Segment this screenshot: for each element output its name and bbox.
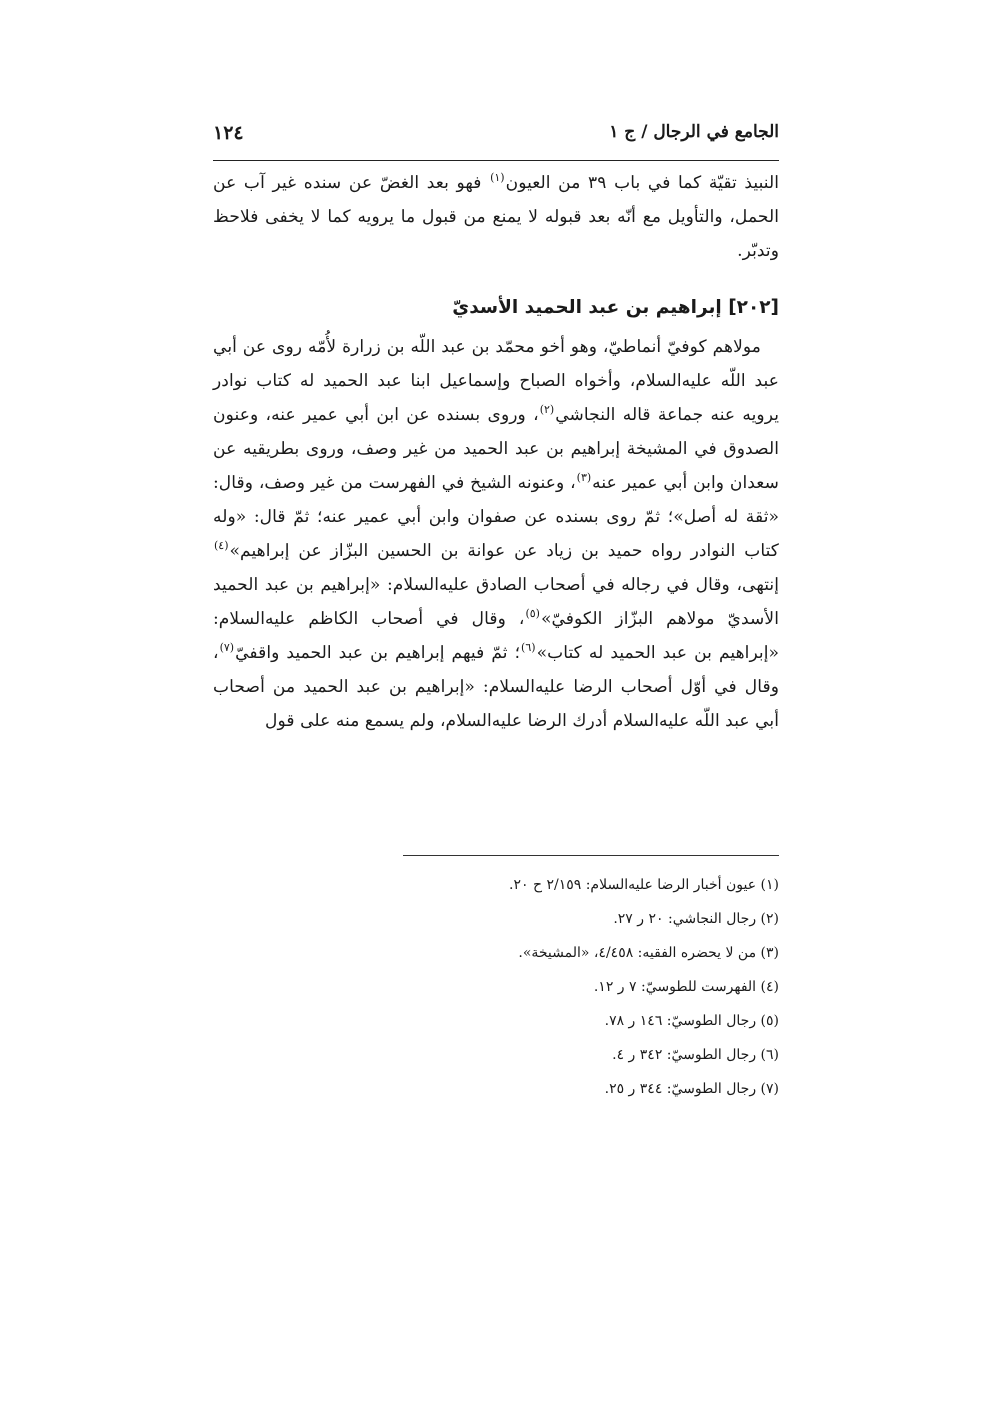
entry-text-3: ، وعنونه الشيخ في الفهرست من غير وصف، وقال: «ثقة له أصل»؛ ثمّ روى بسنده عن صفوان وابن أبي عمير عنه؛ ثمّ قال: «وله كتاب النوادر رواه حميد بن زياد عن عوانة بن الحسين البزّاز عن إبراهيم» [213,473,779,561]
footnote-ref-4[interactable]: (٤) [214,539,229,553]
entry-text-6: ؛ ثمّ فيهم إبراهيم بن عبد الحميد واقفيّ [235,643,521,663]
continuation-text-rest: فهو بعد الغضّ عن سنده غير آب عن الحمل، والتأويل مع أنّه بعد قبوله لا يمنع من قبول ما يرويه كما لا يخفى فلاحظ وتدبّر. [213,173,779,261]
entry-text-2: ، وروى بسنده عن ابن أبي عمير عنه، وعنون الصدوق في المشيخة إبراهيم بن عبد الحميد من غير وصف، وروى بطريقيه عن سعدان وابن أبي عمير عنه [213,405,779,493]
page-number: ١٢٤ [213,122,244,144]
entry-heading: [٢٠٢] إبراهيم بن عبد الحميد الأسديّ [452,297,779,318]
main-text [213,166,779,738]
footnote-ref-6[interactable]: (٦) [521,641,536,655]
footnote-6: (٦) رجال الطوسيّ: ٣٤٢ ر ٤. [612,1047,779,1063]
footnote-divider [403,855,779,856]
continuation-text: النبيذ تقيّة كما في باب ٣٩ من العيون [505,173,779,193]
footnote-ref-1[interactable]: (١) [490,171,505,185]
footnote-7: (٧) رجال الطوسيّ: ٣٤٤ ر ٢٥. [604,1081,779,1097]
footnote-ref-5[interactable]: (٥) [525,607,540,621]
footnote-ref-2[interactable]: (٢) [539,403,555,417]
entry-paragraph [213,330,779,738]
entry-text-5: ، وقال في أصحاب الكاظم عليه‌السلام: «إبراهيم بن عبد الحميد له كتاب» [213,609,779,663]
footnote-ref-3[interactable]: (٣) [576,471,592,485]
entry-text-1: مولاهم كوفيّ أنماطيّ، وهو أخو محمّد بن عبد اللّه بن زرارة لأُمّه روى عن أبي عبد اللّه عليه‌السلام، وأخواه الصباح وإسماعيل ابنا عبد الحميد له كتاب نوادر يرويه عنه جماعة قاله النجاشي [213,337,779,425]
entry-text-4: إنتهى، وقال في رجاله في أصحاب الصادق عليه‌السلام: «إبراهيم بن عبد الحميد الأسديّ مولاهم البزّاز الكوفيّ» [213,575,779,629]
footnote-3: (٣) من لا يحضره الفقيه: ٤/٤٥٨، «المشيخة». [518,945,779,961]
footnote-1: (١) عيون أخبار الرضا عليه‌السلام: ٢/١٥٩ ح ٢٠. [509,877,779,893]
entry-text-7: ، وقال في أوّل أصحاب الرضا عليه‌السلام: «إبراهيم بن عبد الحميد من أصحاب أبي عبد اللّه عليه‌السلام أدرك الرضا عليه‌السلام، ولم يسمع منه على قول [213,643,779,731]
book-title: الجامع في الرجال / ج ١ [609,122,779,142]
footnote-4: (٤) الفهرست للطوسيّ: ٧ ر ١٢. [593,979,779,995]
footnotes [300,868,779,1106]
footnote-ref-7[interactable]: (٧) [219,641,235,655]
footnote-2: (٢) رجال النجاشي: ٢٠ ر ٢٧. [613,911,779,927]
spacer [213,268,779,288]
header-divider [213,160,779,161]
continuation-paragraph [213,166,779,268]
running-head [213,122,779,154]
footnote-5: (٥) رجال الطوسيّ: ١٤٦ ر ٧٨. [604,1013,779,1029]
